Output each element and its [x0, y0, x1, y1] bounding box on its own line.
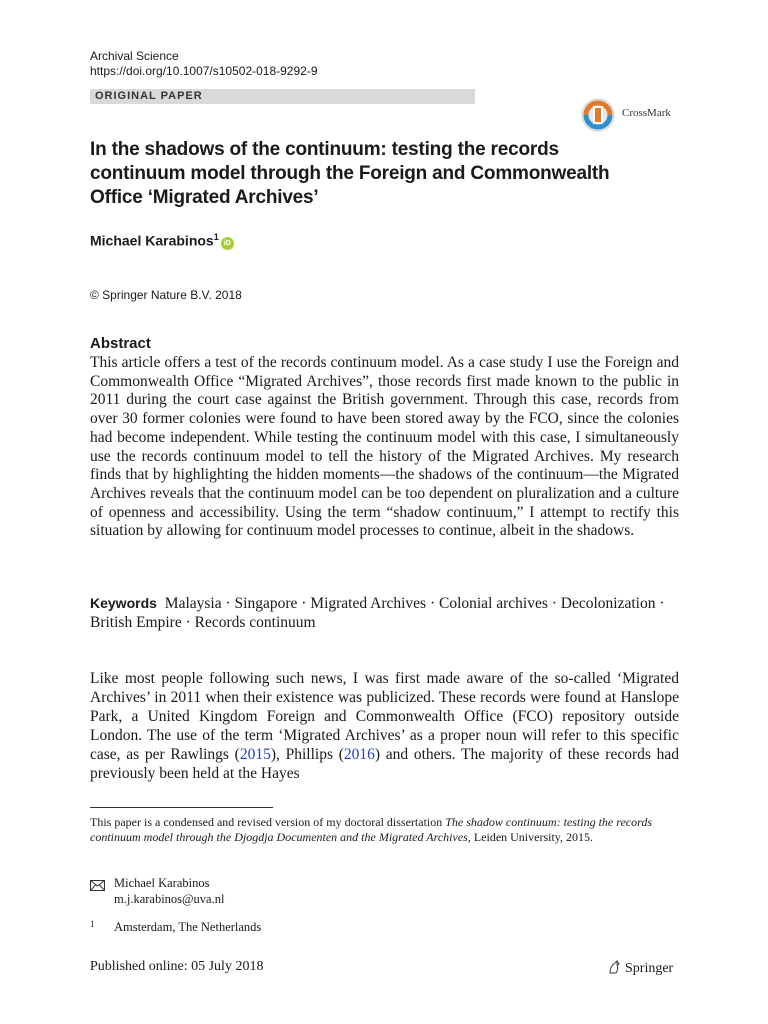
- springer-horse-icon: [606, 959, 622, 975]
- citation-rawlings[interactable]: 2015: [239, 746, 271, 763]
- paper-title: In the shadows of the continuum: testing the records continuum model through the Foreign and Commonwealth Office ‘Migrated Archives’: [90, 139, 610, 208]
- copyright-notice: © Springer Nature B.V. 2018: [90, 288, 242, 302]
- footnote-dissertation-title: The shadow continuum: testing the records continuum model through the Djogdja Documenten and the Migrated Archives: [90, 815, 653, 844]
- author-affil-mark: 1: [213, 232, 219, 242]
- author-name[interactable]: Michael Karabinos: [90, 232, 214, 249]
- publisher-logo[interactable]: [606, 959, 673, 977]
- body-text-1: Like most people following such news, I was first made aware of the so-called ‘Migrated Archives’ in 2011 when their existence was publicized. These records were found at Hanslope Park, a United Kingdom Foreign and Commonwealth Office (FCO) repository outside London. The use of the term ‘Migrated Archives’ as a proper noun will refer to this specific case, as per Rawlings (: [90, 670, 679, 763]
- crossmark-icon: [578, 97, 618, 133]
- journal-name: Archival Science: [90, 49, 179, 63]
- abstract-text: This article offers a test of the records continuum model. As a case study I use the Foreign and Commonwealth Office “Migrated Archives”, those records first made known to the public in 2011 during the court case against the British government. Through this case, records from over 30 former colonies were found to have been stored away by the FCO, since the colonies had become independent. While testing the continuum model with this case, I simultaneously use the records continuum model to tell the history of the Migrated Archives. My research finds that by highlighting the hidden moments—the shadows of the continuum—the Migrated Archives reveals that the continuum model can be too dependent on pluralization and a culture of openness and accessibility. Using the term “shadow continuum,” I attempt to rectify this situation by allowing for continuum model processes to continue, albeit in the shadows.: [90, 354, 679, 540]
- footnote: [90, 815, 679, 845]
- paper-type-band: [90, 89, 475, 104]
- footnote-text-before: This paper is a condensed and revised version of my doctoral dissertation: [90, 815, 446, 829]
- crossmark-label: CrossMark: [622, 107, 671, 119]
- published-date: Published online: 05 July 2018: [90, 959, 264, 974]
- keywords-block: [90, 594, 679, 632]
- footnote-divider: [90, 807, 273, 808]
- body-text-3: ) and others. The majority of these records had previously been held at the Hayes: [90, 746, 679, 782]
- contact-email[interactable]: m.j.karabinos@uva.nl: [114, 892, 225, 906]
- abstract-heading: Abstract: [90, 335, 151, 352]
- crossmark-badge[interactable]: [578, 97, 682, 133]
- footnote-text-after: , Leiden University, 2015.: [467, 830, 594, 844]
- keywords-label: Keywords: [90, 595, 157, 611]
- contact-name: Michael Karabinos: [114, 876, 210, 890]
- keywords-list: Malaysia · Singapore · Migrated Archives · Colonial archives · Decolonization · British Empire · Records continuum: [90, 595, 665, 631]
- affiliation-text: Amsterdam, The Netherlands: [114, 920, 262, 934]
- publisher-name: Springer: [625, 961, 674, 976]
- citation-phillips[interactable]: 2016: [343, 746, 375, 763]
- author-line: [90, 232, 234, 250]
- envelope-icon: [90, 880, 105, 891]
- affiliation-mark: 1: [90, 919, 95, 929]
- paper-type-label: ORIGINAL PAPER: [95, 90, 203, 102]
- body-paragraph: [90, 669, 679, 783]
- orcid-icon[interactable]: iD: [221, 237, 234, 250]
- doi-link[interactable]: https://doi.org/10.1007/s10502-018-9292-9: [90, 64, 318, 78]
- body-text-2: ), Phillips (: [270, 746, 344, 763]
